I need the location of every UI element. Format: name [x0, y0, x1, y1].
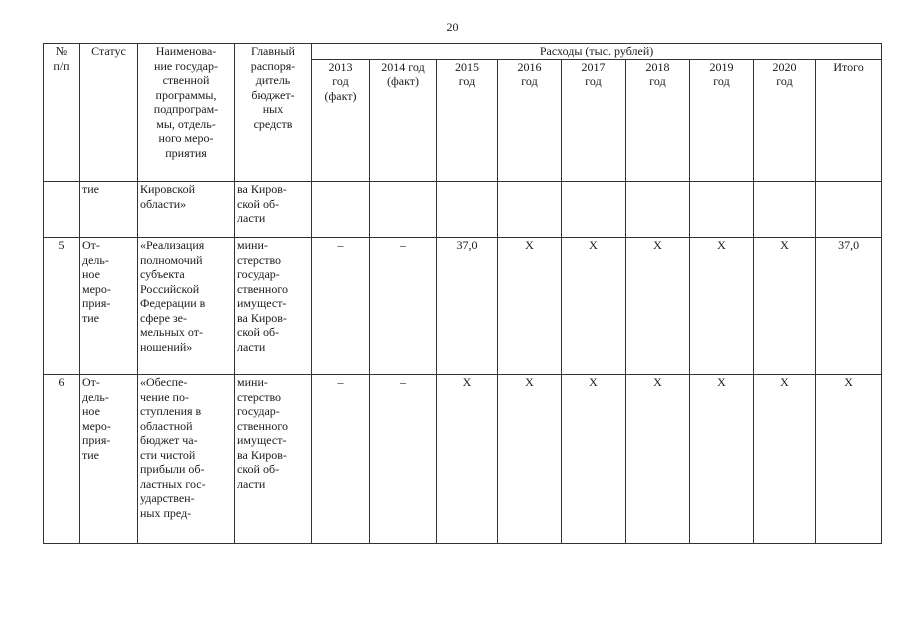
row-value-total	[816, 182, 882, 238]
row-value-2015: Х	[437, 375, 498, 544]
header-year-2014: 2014 год (факт)	[370, 59, 437, 182]
row-value-2015: 37,0	[437, 238, 498, 375]
header-num: № п/п	[44, 44, 80, 182]
row-value-2019	[690, 182, 754, 238]
header-admin: Главный распоря- дитель бюджет- ных средств	[235, 44, 312, 182]
row-value-total: Х	[816, 375, 882, 544]
row-value-2016	[498, 182, 562, 238]
row-admin: ва Киров- ской об- ласти	[235, 182, 312, 238]
header-year-2017: 2017 год	[562, 59, 626, 182]
row-name: «Обеспе- чение по- ступления в областной бюджет ча- сти чистой прибыли об- ластных гос- ударствен- ных пред-	[138, 375, 235, 544]
row-status: От- дель- ное меро- прия- тие	[80, 375, 138, 544]
header-year-2019: 2019 год	[690, 59, 754, 182]
table-row	[44, 375, 882, 544]
row-value-2015	[437, 182, 498, 238]
row-num	[44, 182, 80, 238]
row-status: От- дель- ное меро- прия- тие	[80, 238, 138, 375]
row-admin: мини- стерство государ- ственного имущест- ва Киров- ской об- ласти	[235, 375, 312, 544]
row-value-2017: Х	[562, 238, 626, 375]
row-value-2014: –	[370, 238, 437, 375]
header-year-2018: 2018 год	[626, 59, 690, 182]
row-name: Кировской области»	[138, 182, 235, 238]
row-value-total: 37,0	[816, 238, 882, 375]
row-num: 6	[44, 375, 80, 544]
row-value-2019: Х	[690, 375, 754, 544]
row-value-2020: Х	[754, 238, 816, 375]
header-row-1	[44, 44, 882, 60]
row-value-2013	[312, 182, 370, 238]
header-expenses: Расходы (тыс. рублей)	[312, 44, 882, 60]
row-value-2018: Х	[626, 375, 690, 544]
row-value-2016: Х	[498, 375, 562, 544]
row-value-2017: Х	[562, 375, 626, 544]
header-year-2020: 2020 год	[754, 59, 816, 182]
table-row	[44, 238, 882, 375]
row-value-2014: –	[370, 375, 437, 544]
row-value-2020	[754, 182, 816, 238]
row-status: тие	[80, 182, 138, 238]
header-year-2013: 2013 год (факт)	[312, 59, 370, 182]
row-value-2018: Х	[626, 238, 690, 375]
row-value-2013: –	[312, 375, 370, 544]
row-value-2016: Х	[498, 238, 562, 375]
row-value-2013: –	[312, 238, 370, 375]
row-value-2017	[562, 182, 626, 238]
row-num: 5	[44, 238, 80, 375]
row-admin: мини- стерство государ- ственного имущест- ва Киров- ской об- ласти	[235, 238, 312, 375]
header-year-2015: 2015 год	[437, 59, 498, 182]
row-name: «Реализация полномочий субъекта Российской Федерации в сфере зе- мельных от- ношений»	[138, 238, 235, 375]
row-value-2018	[626, 182, 690, 238]
row-value-2014	[370, 182, 437, 238]
expenses-table	[43, 43, 882, 544]
row-value-2020: Х	[754, 375, 816, 544]
table-row	[44, 182, 882, 238]
header-year-2016: 2016 год	[498, 59, 562, 182]
row-value-2019: Х	[690, 238, 754, 375]
page-number: 20	[446, 20, 459, 34]
header-total: Итого	[816, 59, 882, 182]
header-status: Статус	[80, 44, 138, 182]
header-name: Наименова- ние государ- ственной программы, подпрограм- мы, отдель- ного меро- приятия	[138, 44, 235, 182]
